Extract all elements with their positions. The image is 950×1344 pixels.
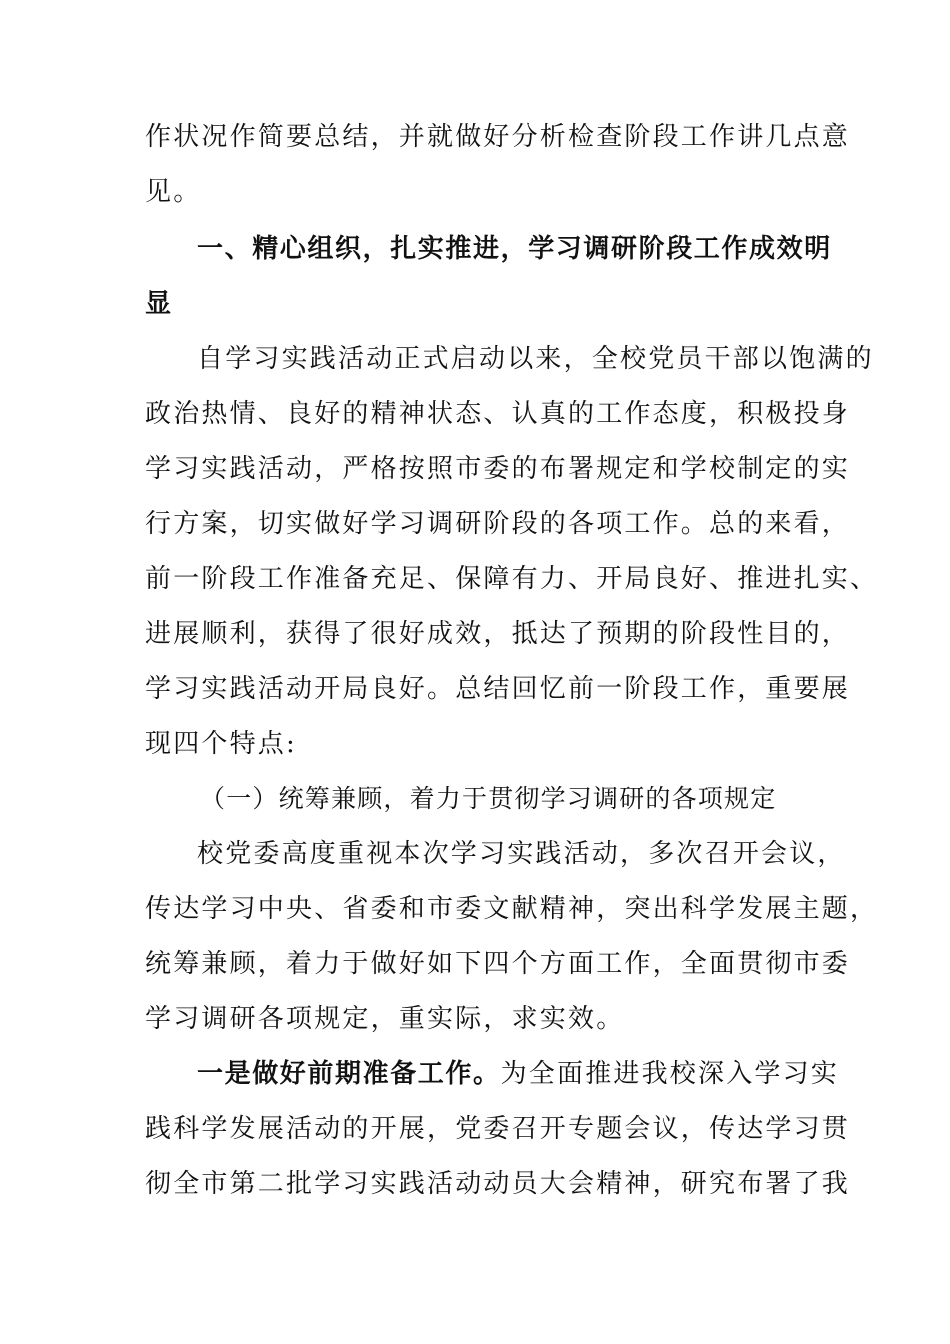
paragraph-line: 见。 <box>145 177 202 207</box>
paragraph-line: 学习调研各项规定，重实际，求实效。 <box>145 1004 625 1034</box>
paragraph-line <box>197 1057 839 1091</box>
paragraph-line: 现四个特点: <box>145 729 297 759</box>
paragraph-line: 学习实践活动开局良好。总结回忆前一阶段工作，重要展 <box>145 674 851 704</box>
section-heading-continuation: 显 <box>145 289 173 319</box>
paragraph-line: 行方案，切实做好学习调研阶段的各项工作。总的来看， <box>145 509 851 539</box>
paragraph-line: 前一阶段工作准备充足、保障有力、开局良好、推进扎实、 <box>145 564 879 594</box>
subsection-heading: （一）统筹兼顾，着力于贯彻学习调研的各项规定 <box>200 784 777 813</box>
paragraph-text: 为全面推进我校深入学习实 <box>500 1059 840 1089</box>
paragraph-line: 统筹兼顾，着力于做好如下四个方面工作，全面贯彻市委 <box>145 949 851 979</box>
paragraph-line: 彻全市第二批学习实践活动动员大会精神，研究布署了我 <box>145 1169 851 1199</box>
paragraph-line: 自学习实践活动正式启动以来，全校党员干部以饱满的 <box>197 344 874 374</box>
paragraph-line: 政治热情、良好的精神状态、认真的工作态度，积极投身 <box>145 399 851 429</box>
paragraph-line: 学习实践活动，严格按照市委的布署规定和学校制定的实 <box>145 454 851 484</box>
section-heading: 一、精心组织，扎实推进，学习调研阶段工作成效明 <box>197 234 832 264</box>
bold-lead: 一是做好前期准备工作。 <box>197 1059 501 1089</box>
paragraph-line: 校党委高度重视本次学习实践活动，多次召开会议， <box>197 839 846 869</box>
paragraph-line: 进展顺利，获得了很好成效，抵达了预期的阶段性目的， <box>145 619 851 649</box>
paragraph-line: 践科学发展活动的开展，党委召开专题会议，传达学习贯 <box>145 1114 851 1144</box>
paragraph-line: 传达学习中央、省委和市委文献精神，突出科学发展主题， <box>145 894 879 924</box>
paragraph-line: 作状况作简要总结，并就做好分析检查阶段工作讲几点意 <box>145 122 851 152</box>
